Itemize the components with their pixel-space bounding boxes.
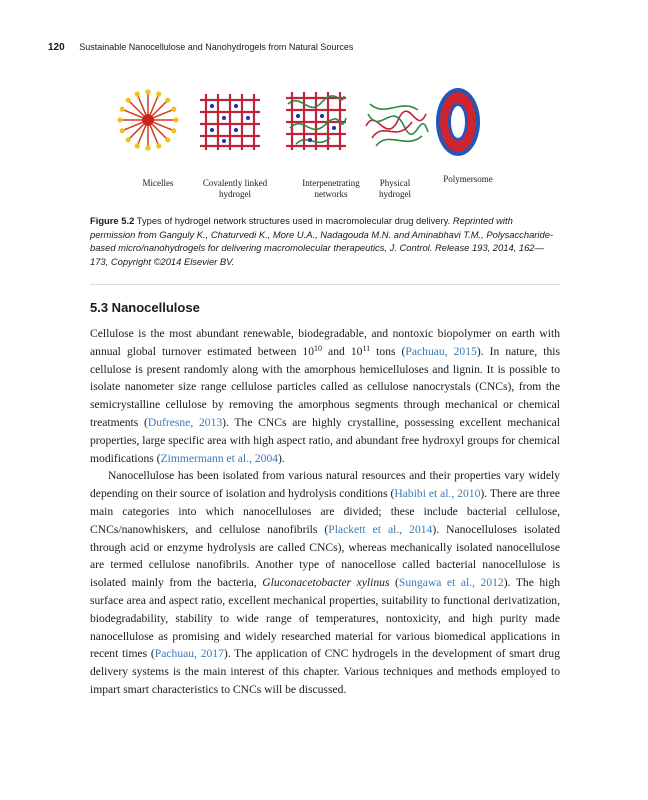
covalent-label-line2: hydrogel (219, 189, 251, 199)
citation-link[interactable]: Plackett et al., 2014 (328, 522, 433, 536)
covalent-label-line1: Covalently linked (202, 178, 268, 188)
citation-link[interactable]: Habibi et al., 2010 (394, 487, 481, 501)
ipn-label-line2: networks (314, 189, 348, 199)
ipn-drawing (286, 92, 346, 150)
micelles-label: Micelles (142, 178, 174, 188)
page-number: 120 (48, 42, 65, 53)
section-divider (90, 284, 560, 285)
running-header (48, 42, 353, 53)
section-title: 5.3 Nanocellulose (90, 300, 200, 315)
body-text (90, 325, 560, 699)
paragraph-1: Cellulose is the most abundant renewable, biodegradable, and nontoxic biopolymer on earth with annual global turnover estimated between $10^{10}$ and $10^{11}$ tons (Pachuau, 2015). In nature, this cellulose is present randomly along with the amorphous hemicelluloses and lignin. It is possible to isolate nanometer size range cellulose particles called as cellulose nanocrystals (CNCs), from the semicrystalline cellulose by removing the amorphous segments through mechanical or chemical treatments (Dufresne, 2013). The CNCs are highly crystalline, possessing excellent mechanical properties, large specific area with high aspect ratio, and abundant free hydroxyl groups for chemical modifications (Zimmermann et al., 2004). (90, 327, 560, 465)
caption-text: Types of hydrogel network structures used in macromolecular drug delivery. (136, 215, 451, 226)
running-title: Sustainable Nanocellulose and Nanohydrogels from Natural Sources (79, 42, 354, 52)
polymersome-label: Polymersome (443, 174, 493, 184)
citation-link[interactable]: Zimmermann et al., 2004 (160, 451, 279, 465)
figure-caption (90, 214, 560, 268)
citation-link[interactable]: Pachuau, 2015 (405, 344, 477, 358)
caption-credit: Reprinted with permission from Ganguly K., Chaturvedi K., More U.A., Nadagouda M.N. and Aminabhavi T.M., Polysaccharide-based micro/nanohydrogels for delivering macromolecular therapeutics, J. Control. Release 193, 2014, 162—173, Copyright ©2014 Elsevier BV. (90, 215, 554, 267)
paragraph-2: Nanocellulose has been isolated from various natural resources and their properties vary widely depending on their source of isolation and hydrolysis conditions (Habibi et al., 2010). There are three main categories into which nanocelluloses are divided; these include bacterial cellulose, CNCs/nanowhiskers, and cellulose nanofibrils (Plackett et al., 2014). Nanocelluloses isolated through acid or enzyme hydrolysis are called CNCs), whereas mechanically isolated nanocellulose are termed cellulose nanofibrils. Another type of nanocellose called bacterial nanocellulose is isolated mainly from the bacteria, Gluconacetobacter xylinus (Sungawa et al., 2012). The high surface area and aspect ratio, excellent mechanical properties, suitability to functional derivatization, biodegradability, stability to wide range of temperatures, nontoxicity, and high purity made nanocellulose as promising and widely researched material for various biomedical applications in recent times (Pachuau, 2017). The application of CNC hydrogels in the development of smart drug delivery systems is the main interest of this chapter. Various techniques and methods employed to impart smart characteristics to CNCs will be discussed. (90, 469, 561, 696)
citation-link[interactable]: Sungawa et al., 2012 (398, 576, 504, 590)
hydrogel-structures-illustration (90, 78, 570, 178)
covalent-label (190, 178, 280, 200)
physical-label-line1: Physical (379, 178, 411, 188)
caption-label: Figure 5.2 (90, 215, 135, 226)
citation-link[interactable]: Pachuau, 2017 (154, 647, 224, 661)
species-name: Gluconacetobacter xylinus (262, 576, 390, 590)
physical-hydrogel-drawing (366, 104, 428, 146)
micelle-drawing (117, 89, 178, 150)
polymersome-drawing (436, 88, 480, 156)
citation-link[interactable]: Dufresne, 2013 (147, 415, 223, 429)
ipn-label-line1: Interpenetrating (302, 178, 360, 188)
physical-label-line2: hydrogel (379, 189, 411, 199)
covalent-hydrogel-drawing (200, 94, 260, 150)
physical-label (360, 178, 430, 200)
hydrogel-figure (90, 78, 570, 208)
